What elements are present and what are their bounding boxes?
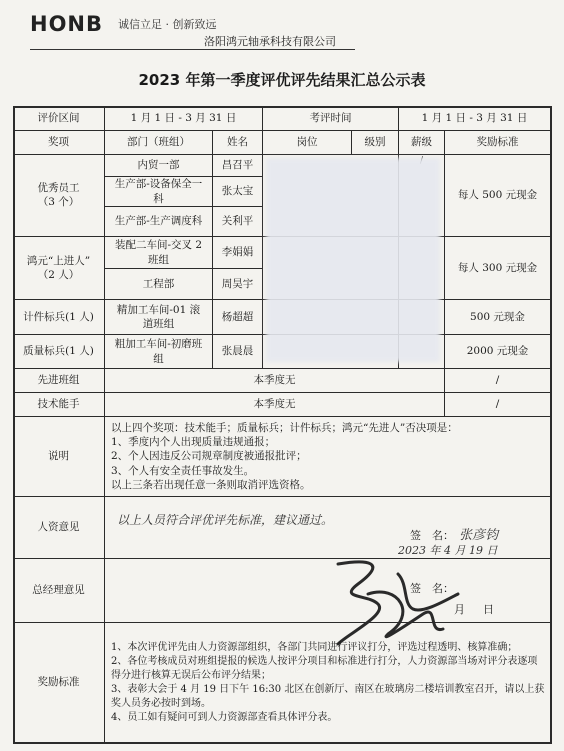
excellent-employee-title: 优秀员工 [37, 181, 80, 194]
table-cell-name: 周昊宇 [221, 277, 254, 290]
gm-sign-label: 签 名： [410, 582, 454, 595]
advanced-person-title: 鸿元“上进人” [26, 254, 91, 267]
table-cell-dept: 工程部 [142, 277, 175, 290]
table-cell-name: 杨超超 [221, 310, 254, 323]
reward-rules-label: 奖励标准 [37, 676, 80, 689]
header-reward: 奖励标准 [476, 135, 519, 148]
company-logo: HONB [30, 12, 104, 36]
hr-date: 2023 年 4 月 19 日 [398, 544, 498, 557]
period-label: 评价区间 [37, 111, 80, 124]
table-cell-name: 昌召平 [221, 158, 254, 171]
advanced-person-count: （2 人） [37, 269, 80, 281]
quality-reward: 2000 元现金 [466, 345, 529, 358]
header-name: 姓名 [227, 135, 248, 148]
table-border-right [550, 106, 552, 744]
table-cell-name: 关利平 [221, 215, 254, 228]
notes-content [111, 417, 547, 496]
table-cell-name: 张太宝 [221, 185, 254, 198]
notes-line: 以上四个奖项：技术能手；质量标兵；计件标兵；鸿元“先进人”否决项是： [111, 422, 458, 435]
team-value: 本季度无 [253, 374, 296, 387]
rules-line: 3、表彰大会于 4 月 19 日下午 16:30 北区在创新厅、南区在玻璃房二楼培训教室召开，请以上获奖人员务必按时到场。 [111, 683, 545, 709]
gm-date-month: 月 [454, 603, 465, 616]
table-border-bottom [13, 742, 552, 744]
team-label: 先进班组 [37, 374, 80, 387]
reward-rules-content [111, 623, 545, 742]
hr-opinion-label: 人资意见 [37, 521, 80, 534]
advanced-person-label [13, 237, 104, 299]
table-cell-name: 张晨晨 [221, 345, 254, 358]
table-cell-dept: 装配二车间-交叉 2 班组 [114, 239, 203, 266]
hr-sign-label: 签 名： [410, 529, 454, 542]
excellent-employee-count: （3 个） [37, 196, 80, 208]
letterhead [0, 0, 564, 62]
hr-signature: 张彦钧 [459, 528, 499, 543]
piece-model-label: 计件标兵(1 人) [23, 310, 94, 323]
header-award: 奖项 [48, 135, 69, 148]
rules-line: 2、各位考核成员对班组提报的候选人按评分项目和标准进行打分，人力资源部当场对评分表逐项得分进行核算无误后公布评分结果； [111, 655, 538, 681]
notes-line: 3、个人有安全责任事故发生。 [111, 464, 255, 477]
assessment-time-value: 1 月 1 日 - 3 月 31 日 [421, 111, 528, 124]
table-cell-name: 李娟娟 [221, 246, 254, 259]
quality-model-label: 质量标兵(1 人) [23, 345, 94, 358]
award-summary-table [13, 106, 552, 744]
excellent-employee-label [13, 154, 104, 236]
table-cell-dept: 精加工车间-01 滚道班组 [116, 303, 201, 330]
excellent-reward: 每人 500 元现金 [457, 188, 538, 201]
notes-label: 说明 [48, 450, 69, 463]
letterhead-rule [30, 49, 355, 50]
period-value: 1 月 1 日 - 3 月 31 日 [130, 111, 237, 124]
advanced-reward: 每人 300 元现金 [457, 261, 538, 274]
header-post: 岗位 [296, 135, 318, 148]
header-dept: 部门（班组） [127, 135, 190, 148]
rules-line: 1、本次评优评先由人力资源部组织，各部门共同进行评议打分，评选过程透明、核算准确； [111, 641, 518, 653]
redacted-area [266, 158, 440, 362]
skill-label: 技术能手 [37, 398, 80, 411]
notes-line: 2、个人因违反公司规章制度被通报批评； [111, 450, 307, 463]
table-cell-dept: 生产部-设备保全一科 [114, 178, 203, 205]
skill-reward: / [495, 398, 500, 411]
table-cell-dept: 内贸一部 [137, 158, 180, 171]
table-cell-dept: 粗加工车间-初磨班组 [114, 338, 203, 365]
rules-line: 4、员工如有疑问可到人力资源部查看具体评分表。 [111, 711, 338, 723]
header-level: 级别 [364, 135, 386, 148]
team-reward: / [495, 374, 500, 387]
table-cell-dept: 生产部-生产调度科 [114, 215, 203, 228]
piece-reward: 500 元现金 [470, 310, 525, 323]
gm-opinion-label: 总经理意见 [32, 584, 85, 597]
company-slogan: 诚信立足 · 创新致远 [118, 18, 217, 31]
skill-value: 本季度无 [253, 398, 296, 411]
header-salary: 薪级 [411, 135, 432, 148]
assessment-time-label: 考评时间 [309, 111, 352, 124]
hr-opinion-text: 以上人员符合评优评先标准，建议通过。 [117, 513, 334, 527]
notes-line: 以上三条若出现任意一条则取消评选资格。 [111, 478, 311, 491]
company-name: 洛阳鸿元轴承科技有限公司 [204, 35, 336, 48]
document-title: 2023 年第一季度评优评先结果汇总公示表 [138, 71, 426, 89]
notes-line: 1、季度内个人出现质量违规通报； [111, 436, 276, 449]
gm-date-day: 日 [483, 603, 494, 616]
